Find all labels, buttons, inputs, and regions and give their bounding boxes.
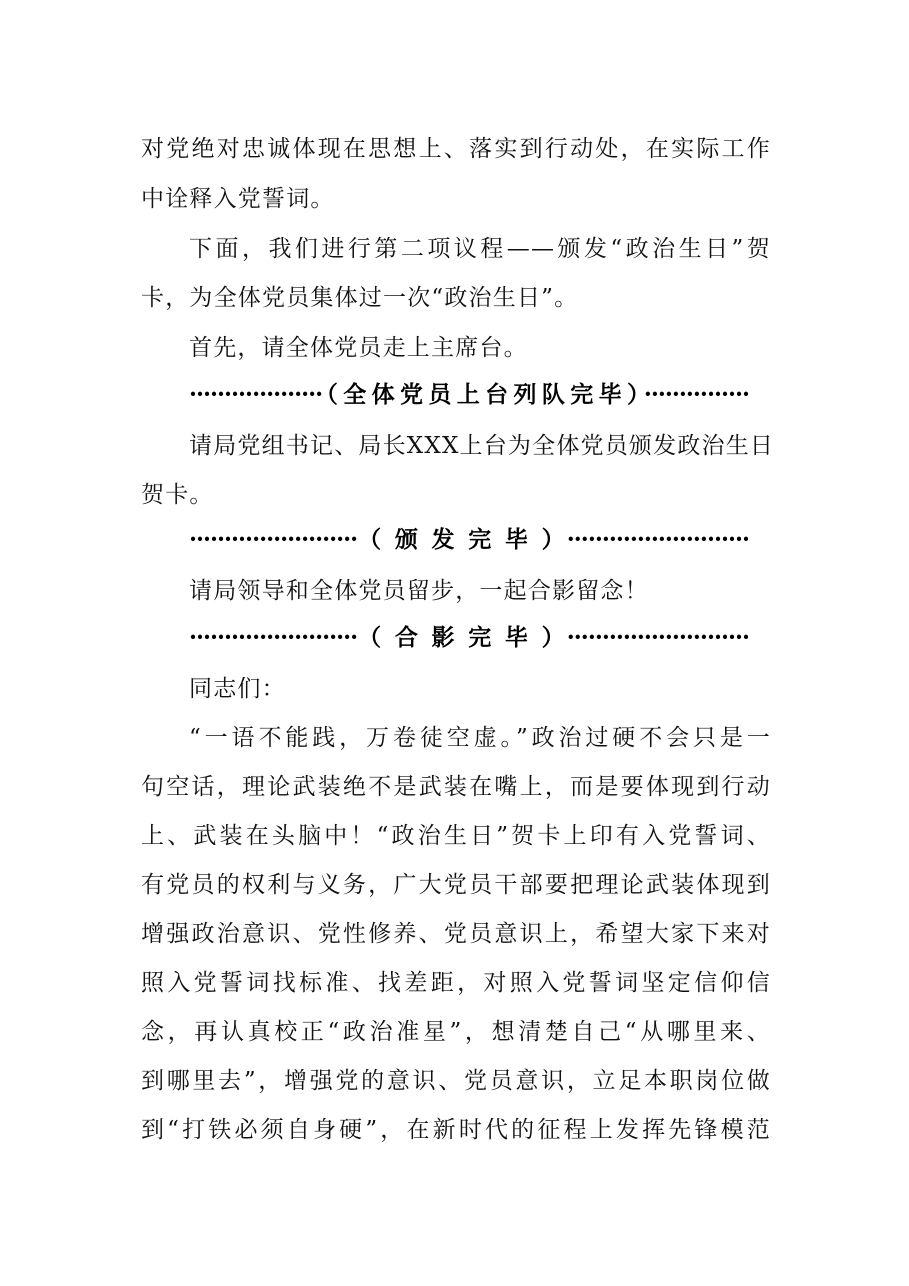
paragraph-line: 增强政治意识、党性修养、党员意识上，希望大家下来对 bbox=[141, 921, 771, 947]
paragraph-line: 首先，请全体党员走上主席台。 bbox=[189, 335, 528, 361]
separator-line bbox=[189, 619, 749, 652]
paragraph-line: 请局党组书记、局长XXX上台为全体党员颁发政治生日 bbox=[189, 433, 775, 459]
separator-dots-left: ························ bbox=[189, 526, 358, 553]
paragraph-line: 照入党誓词找标准、找差距，对照入党誓词坚定信仰信 bbox=[141, 970, 771, 996]
paragraph-line: 同志们： bbox=[189, 676, 286, 702]
paragraph-line: 到“打铁必须自身硬”，在新时代的征程上发挥先锋模范 bbox=[141, 1117, 771, 1143]
paragraph-line: 句空话，理论武装绝不是武装在嘴上，而是要体现到行动 bbox=[141, 774, 771, 800]
separator-label: （合影完毕） bbox=[357, 624, 567, 651]
separator-label: （颁发完毕） bbox=[357, 526, 567, 553]
paragraph-line: 有党员的权利与义务，广大党员干部要把理论武装体现到 bbox=[141, 872, 771, 898]
separator-line bbox=[189, 521, 749, 554]
paragraph-line: 中诠释入党誓词。 bbox=[141, 186, 335, 212]
paragraph-line: 下面，我们进行第二项议程——颁发“政治生日”贺 bbox=[189, 236, 771, 262]
separator-dots-right: ·························· bbox=[566, 624, 749, 651]
separator-label: （全体党员上台列队完毕） bbox=[322, 381, 644, 408]
separator-dots-right: ··············· bbox=[643, 381, 749, 408]
separator-dots-left: ························ bbox=[189, 624, 358, 651]
paragraph-line: 请局领导和全体党员留步，一起合影留念！ bbox=[189, 578, 649, 604]
paragraph-line: 对党绝对忠诚体现在思想上、落实到行动处，在实际工作 bbox=[141, 136, 771, 162]
separator-dots-right: ·························· bbox=[566, 526, 749, 553]
paragraph-line: 贺卡。 bbox=[141, 482, 214, 508]
paragraph-line: 到哪里去”，增强党的意识、党员意识，立足本职岗位做 bbox=[141, 1068, 771, 1094]
paragraph-line: 卡，为全体党员集体过一次“政治生日”。 bbox=[141, 285, 579, 311]
paragraph-line: 念，再认真校正“政治准星”，想清楚自己“从哪里来、 bbox=[141, 1019, 771, 1045]
separator-line bbox=[189, 376, 749, 409]
paragraph-line: “一语不能践，万卷徒空虚。”政治过硬不会只是一 bbox=[189, 725, 771, 751]
paragraph-line: 上、武装在头脑中！“政治生日”贺卡上印有入党誓词、 bbox=[141, 823, 771, 849]
separator-dots-left: ··················· bbox=[189, 381, 323, 408]
